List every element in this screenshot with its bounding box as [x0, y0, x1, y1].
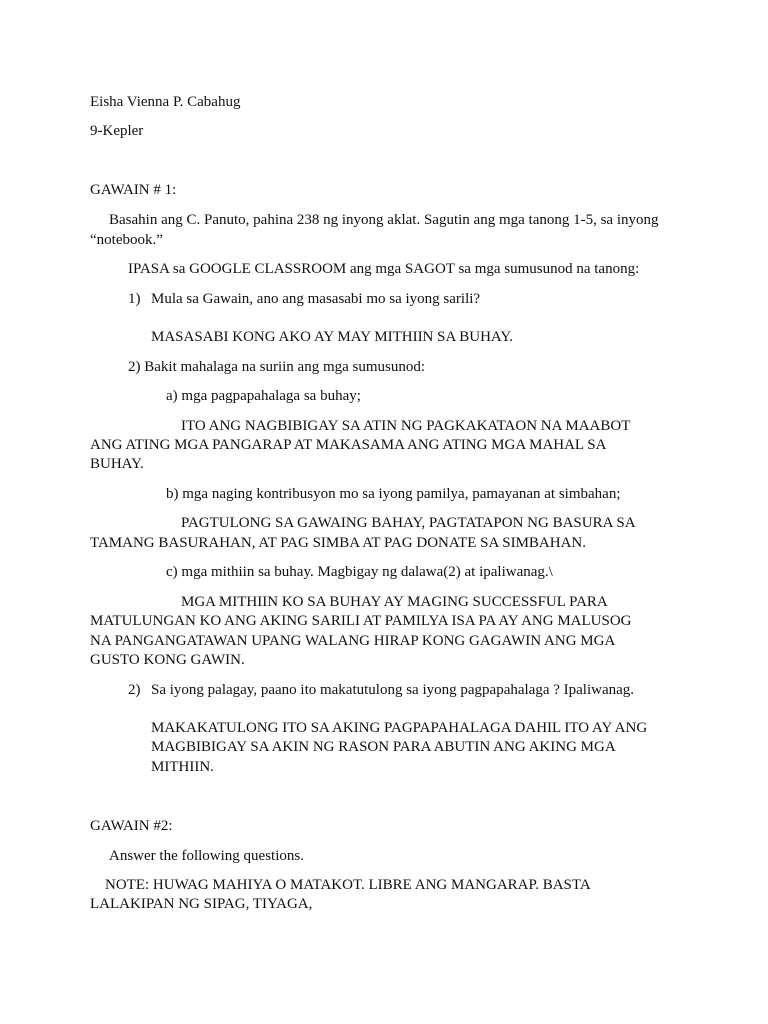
- q3-answer-line1: MAKAKATULONG ITO SA AKING PAGPAPAHALAGA DAHIL ITO AY ANG: [151, 720, 648, 736]
- student-name: Eisha Vienna P. Cabahug: [90, 94, 241, 110]
- q2c-answer-line1: MGA MITHIIN KO SA BUHAY AY MAGING SUCCESSFUL PARA: [181, 594, 608, 610]
- q1-number: 1): [128, 291, 141, 307]
- q2a-answer-line3: BUHAY.: [90, 456, 144, 472]
- gawain2-title: GAWAIN #2:: [90, 818, 173, 834]
- gawain2-note-line1: NOTE: HUWAG MAHIYA O MATAKOT. LIBRE ANG MANGARAP. BASTA: [105, 877, 591, 893]
- q2-label: 2) Bakit mahalaga na suriin ang mga sumusunod:: [128, 359, 426, 375]
- q3-number: 2): [128, 682, 141, 698]
- q3-answer-line3: MITHIIN.: [151, 759, 214, 775]
- q1-text: Mula sa Gawain, ano ang masasabi mo sa iyong sarili?: [151, 291, 481, 307]
- gawain1-title: GAWAIN # 1:: [90, 182, 177, 198]
- q2a-answer-line2: ANG ATING MGA PANGARAP AT MAKASAMA ANG ATING MGA MAHAL SA: [90, 437, 607, 453]
- q3-answer-line2: MAGBIBIGAY SA AKIN NG RASON PARA ABUTIN ANG AKING MGA: [151, 739, 616, 755]
- q3-text: Sa iyong palagay, paano ito makatutulong sa iyong pagpapahalaga ? Ipaliwanag.: [151, 682, 635, 698]
- student-section: 9-Kepler: [90, 123, 144, 139]
- q2c-answer-line3: NA PANGANGATAWAN UPANG WALANG HIRAP KONG GAGAWIN ANG MGA: [90, 633, 616, 649]
- gawain1-instruction-line1: Basahin ang C. Panuto, pahina 238 ng inyong aklat. Sagutin ang mga tanong 1-5, sa inyong: [109, 212, 659, 228]
- q2c-answer-line4: GUSTO KONG GAWIN.: [90, 652, 245, 668]
- q2a-answer-line1: ITO ANG NAGBIBIGAY SA ATIN NG PAGKAKATAON NA MAABOT: [181, 418, 631, 434]
- q2b-answer-line2: TAMANG BASURAHAN, AT PAG SIMBA AT PAG DONATE SA SIMBAHAN.: [90, 535, 586, 551]
- q1-answer: MASASABI KONG AKO AY MAY MITHIIN SA BUHAY.: [151, 329, 514, 345]
- q2c-answer-line2: MATULUNGAN KO ANG AKING SARILI AT PAMILYA ISA PA AY ANG MALUSOG: [90, 613, 632, 629]
- submit-note: IPASA sa GOOGLE CLASSROOM ang mga SAGOT sa mga sumusunod na tanong:: [128, 261, 640, 277]
- q2a-label: a) mga pagpapahalaga sa buhay;: [166, 388, 361, 404]
- gawain2-instruction: Answer the following questions.: [109, 848, 304, 864]
- q2b-label: b) mga naging kontribusyon mo sa iyong pamilya, pamayanan at simbahan;: [166, 486, 621, 502]
- gawain1-instruction-line2: “notebook.”: [90, 232, 163, 248]
- q2b-answer-line1: PAGTULONG SA GAWAING BAHAY, PAGTATAPON NG BASURA SA: [181, 515, 636, 531]
- gawain2-note-line2: LALAKIPAN NG SIPAG, TIYAGA,: [90, 896, 313, 912]
- q2c-label: c) mga mithiin sa buhay. Magbigay ng dalawa(2) at ipaliwanag.\: [166, 564, 553, 580]
